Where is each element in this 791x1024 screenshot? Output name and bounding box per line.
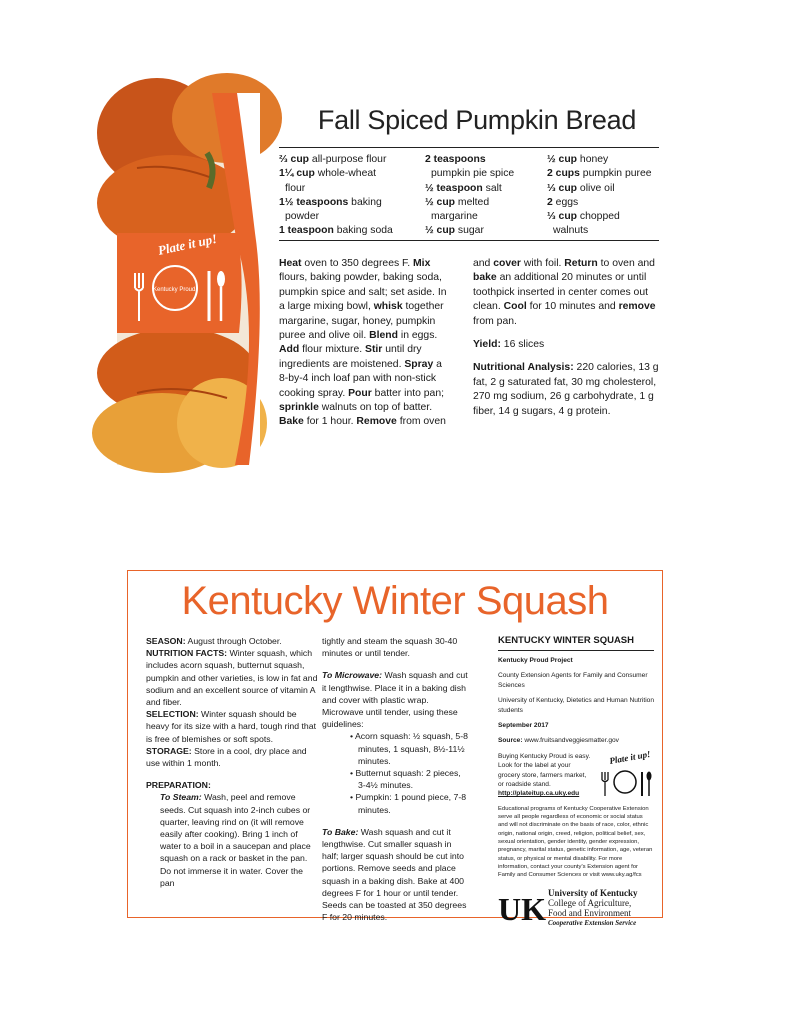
guideline-item: • Acorn squash: ½ squash, 5-8 minutes, 1 squash, 8½-11½ minutes. <box>350 731 468 766</box>
agents-credit: County Extension Agents for Family and Consumer Sciences <box>498 672 648 689</box>
svg-text:UK: UK <box>498 890 546 927</box>
ingredient-item: ½ cup melted margarine <box>425 196 490 223</box>
ingredient-item: ½ teaspoon salt <box>425 182 502 194</box>
yield-line: Yield: 16 slices <box>473 339 545 351</box>
ingredient-item: ½ cup sugar <box>425 225 484 237</box>
preparation-heading: PREPARATION: <box>146 780 211 791</box>
project-name: Kentucky Proud Project <box>498 657 573 664</box>
ingredient-item: ⅓ cup olive oil <box>547 182 615 194</box>
guideline-item: • Butternut squash: 2 pieces, 3-4½ minutes. <box>350 768 461 791</box>
title-divider <box>279 147 659 148</box>
squash-column-3 <box>498 635 654 928</box>
storage-text: STORAGE: Store in a cool, dry place and use within 1 month. <box>146 745 307 769</box>
uk-logo-block <box>498 888 654 928</box>
plate-it-up-logo-icon <box>596 748 654 798</box>
plate-it-up-link[interactable]: http://plateitup.ca.uky.edu <box>498 790 580 798</box>
ingredient-item: 2 teaspoons pumpkin pie spice <box>425 154 515 180</box>
recipe-card <box>117 93 662 465</box>
ingredient-item: 1½ teaspoons baking powder <box>279 196 382 223</box>
ingredients-divider <box>279 240 659 241</box>
bake-text: To Bake: Wash squash and cut it lengthwise. Cut smaller squash in half; larger squash should be cut into portions. Remove seeds and place squash in a baking dish. Bake at 400 degrees F for 1 hour or until tender. Seeds can be toasted at 350 degrees F for 20 minutes. <box>322 826 467 923</box>
ingredient-item: 2 cups pumpkin puree <box>547 168 652 180</box>
steam-continued: tightly and steam the squash 30-40 minutes or until tender. <box>322 636 458 659</box>
ingredient-item: ⅓ cup chopped walnuts <box>547 211 620 237</box>
equal-opportunity-statement: Educational programs of Kentucky Cooperative Extension serve all people regardless of economic or social status and will not discriminate on the basis of race, color, ethnic origin, national origin, creed, religion, political belief, sex, sexual orientation, gender identity, gender expression, pregnancy, marital status, genetic information, age, veteran status, or physical or mental disability. For more information, contact your county's Extension agent for Family and Consumer Sciences or visit www.uky.ag/fcs <box>498 805 653 879</box>
microwave-guidelines <box>322 730 470 815</box>
ingredients-column-2 <box>425 153 545 239</box>
ingredient-item: ⅔ cup all-purpose flour <box>279 154 387 165</box>
ingredients-column-1 <box>279 153 409 239</box>
recipe-title: Fall Spiced Pumpkin Bread <box>317 105 637 135</box>
ingredient-item: ½ cup honey <box>547 154 609 165</box>
directions-part-1: Heat oven to 350 degrees F. Mix flours, baking powder, baking soda, pumpkin spice and salt; set aside. In a large mixing bowl, whisk together margarine, sugar, honey, pumpkin puree and olive oil. Blend in eggs. Add flour mixture. Stir until dry ingredients are moistened. Spray a 8-by-4 inch loaf pan with non-stick cooking spray. Pour batter into pan; sprinkle walnuts on top of batter. Bake for 1 hour. Remove from oven <box>279 258 447 428</box>
selection-text: SELECTION: Winter squash should be heavy for its size with a hard, tough rind that is free of blemishes or soft spots. <box>146 709 316 744</box>
ingredient-item: 2 eggs <box>547 196 579 208</box>
source-line: Source: www.fruitsandveggiesmatter.gov <box>498 737 619 745</box>
ingredient-item: 1 teaspoon baking soda <box>279 225 393 237</box>
squash-card <box>127 570 663 927</box>
buying-block <box>498 748 654 799</box>
directions-column-1 <box>279 257 453 439</box>
nutrition-analysis: Nutritional Analysis: 220 calories, 13 g fat, 2 g saturated fat, 30 mg cholesterol, 270 mg sodium, 26 g carbohydrate, 1 g fiber, 14 g sugars, 4 g protein. <box>473 362 659 417</box>
microwave-text: To Microwave: Wash squash and cut it lengthwise. Place it in a baking dish and cover with plastic wrap. Microwave until tender, using these guidelines: <box>322 670 468 730</box>
uk-college-name: University of Kentucky College of Agriculture, Food and Environment Cooperative Extension Service <box>548 887 638 927</box>
squash-column-2 <box>322 635 470 923</box>
publish-date: September 2017 <box>498 722 549 730</box>
nutrition-facts-text: NUTRITION FACTS: Winter squash, which includes acorn squash, butternut squash, pumpkin and other varieties, is low in fat and sodium and an excellent source of vitamin A and fiber. <box>146 648 318 708</box>
pumpkin-photo <box>117 93 260 465</box>
logo-sub: Kentucky Proud. <box>152 287 198 293</box>
guideline-item: • Pumpkin: 1 pound piece, 7-8 minutes. <box>350 792 467 815</box>
sidebar-heading: KENTUCKY WINTER SQUASH <box>498 635 634 646</box>
steam-text: To Steam: Wash, peel and remove seeds. Cut squash into 2-inch cubes or quarter, leaving rind on (it will remove easily after cooking). Bring 1 inch of water to a boil in a saucepan and place squash on a rack or basket in the pan. Do not immerse it in water. Cover the pan <box>160 792 311 888</box>
ingredients-column-3 <box>547 153 667 239</box>
directions-part-2: and cover with foil. Return to oven and bake an additional 20 minutes or until toothpick inserted in center comes out clean. Cool for 10 minutes and remove from pan. <box>473 258 656 327</box>
directions-column-2 <box>473 257 659 428</box>
squash-title: Kentucky Winter Squash <box>181 579 609 623</box>
svg-text:Plate it up!: Plate it up! <box>608 748 652 766</box>
season-text: SEASON: August through October. <box>146 636 282 646</box>
sidebar-divider <box>498 650 654 651</box>
university-credit: University of Kentucky, Dietetics and Human Nutrition students <box>498 697 654 714</box>
squash-column-1 <box>146 635 318 889</box>
logo-script: Plate it up! <box>156 230 219 258</box>
uk-logo-icon <box>498 890 546 927</box>
ingredient-item: 1¼ cup whole-wheat flour <box>279 168 377 194</box>
buying-text: Buying Kentucky Proud is easy. Look for the label at your grocery store, farmers market, or roadside stand. http://plateitup.ca.uky.edu <box>498 752 591 798</box>
